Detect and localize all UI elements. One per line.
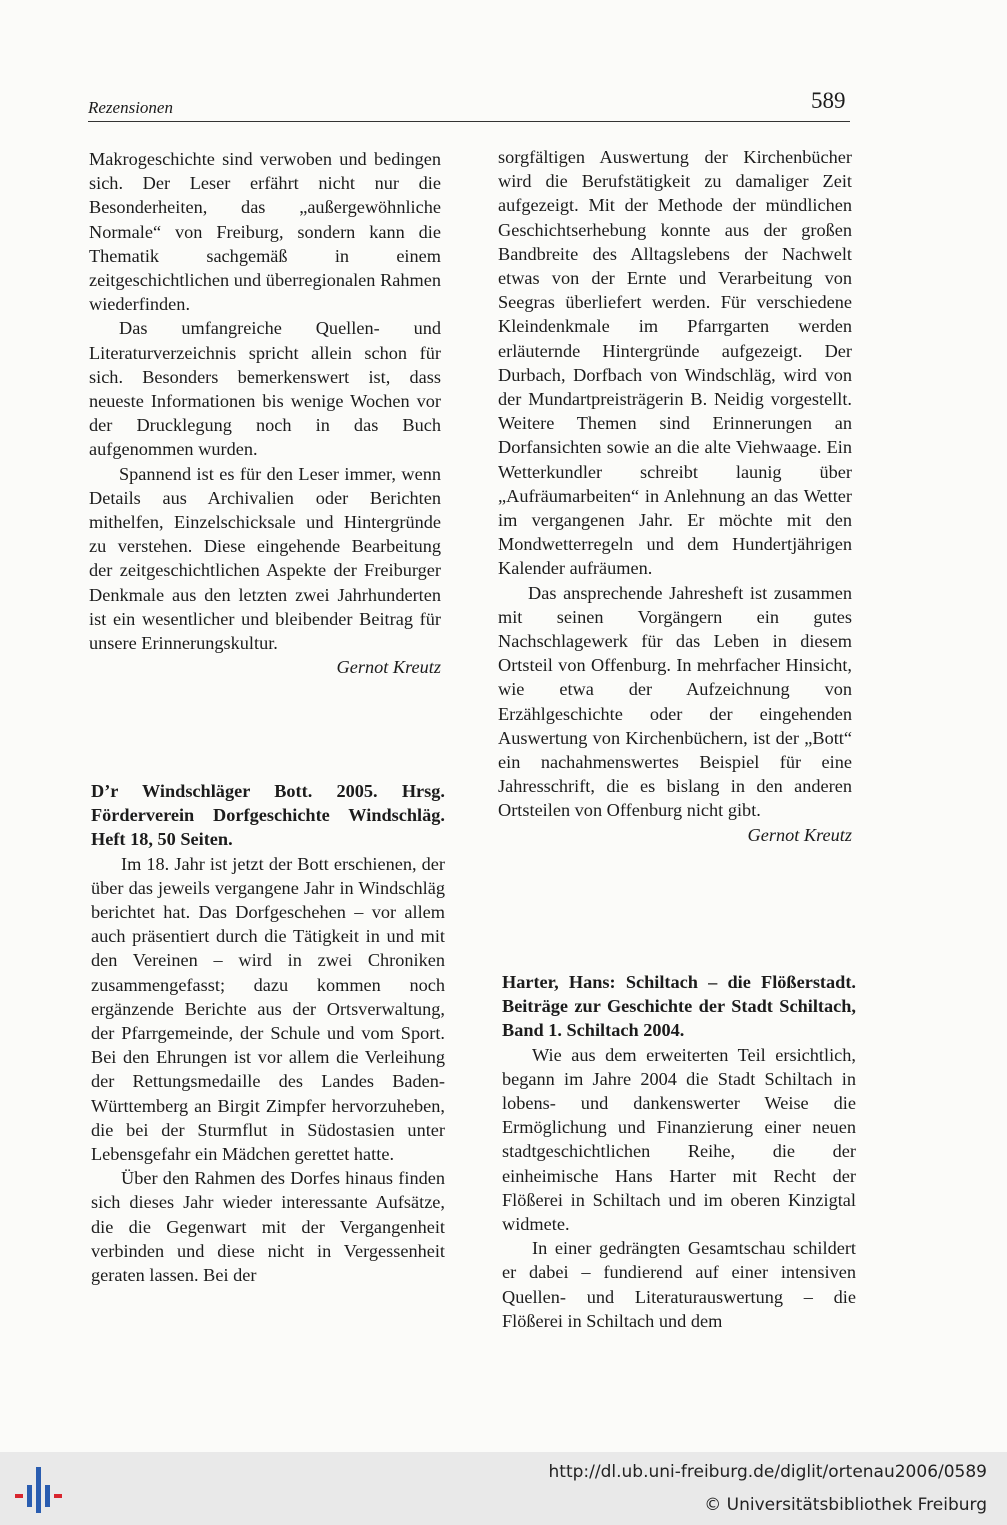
reviewer-signature: Gernot Kreutz — [747, 824, 852, 845]
paragraph: Über den Rahmen des Dorfes hinaus finden sich dieses Jahr wieder interessante Aufsätze, die die Gegenwart mit der Vergangenheit verbinden und diese nicht in Vergessenheit geraten lassen. Bei der — [91, 1168, 445, 1286]
paragraph: sorgfältigen Auswertung der Kirchenbücher wird die Berufstätigkeit zu damaliger Zeit aufgezeigt. Mit der Methode der mündlichen Geschichtserhebung konnte aus der großen Bandbreite des Alltagslebens der Nachwelt etwas von der Ernte und Verarbeitung von Seegras überliefert werden. Für verschiedene Kleindenkmale im Pfarrgarten werden erläuternde Hintergründe aufgezeigt. Der Durbach, Dorfbach von Windschläg, wird von der Mundartpreisträgerin B. Neidig vorgestellt. Weitere Themen sind Erinnerungen an Dorfansichten sowie an die alte Viehwaage. Ein Wetterkundler schreibt launig über „Aufräumarbeiten“ in Anlehnung an das Wetter im vergangenen Jahr. Er möchte mit den Mondwetterregeln und dem Hundertjährigen Kalender aufräumen. — [498, 147, 852, 579]
paragraph: Im 18. Jahr ist jetzt der Bott erschienen, der über das jeweils vergangene Jahr in Windschläg berichtet hat. Das Dorfgeschehen – vor allem auch präsentiert durch die Tätigkeit in und mit den Vereinen – wird in zwei Chroniken zusammengefasst; dazu kommen noch ergänzende Berichte aus der Ortsverwaltung, der Pfarrgemeinde, der Schule und vom Sport. Bei den Ehrungen ist vor allem die Verleihung der Rettungsmedaille des Landes Baden-Württemberg an Birgit Zimpfer hervorzuheben, die bei der Sturmflut in Südostasien unter Lebensgefahr ein Mädchen gerettet hatte. — [91, 853, 445, 1165]
right-column-top — [498, 145, 852, 847]
header-rule — [88, 121, 850, 122]
review-windschlaeg — [91, 779, 445, 1287]
review-title: D’r Windschläger Bott. 2005. Hrsg. Förderverein Dorfgeschichte Windschläg. Heft 18, 50 Seiten. — [91, 781, 445, 850]
paragraph: Das umfangreiche Quellen- und Literaturverzeichnis spricht allein schon für sich. Besonders bemerkenswert ist, dass neueste Informationen bis wenige Wochen vor der Drucklegung noch in das Buch aufgenommen wurden. — [89, 318, 441, 460]
reviewer-signature: Gernot Kreutz — [336, 657, 441, 678]
page-number: 589 — [811, 88, 846, 113]
running-head: Rezensionen — [88, 98, 173, 117]
paragraph: Das ansprechende Jahresheft ist zusammen mit seinen Vorgängern ein gutes Nachschlagewerk für das Leben in diesem Ortsteil von Offenburg. In mehrfacher Hinsicht, wie etwa der Aufzeichnung von Erzählgeschichte oder der eingehenden Auswertung von Kirchenbüchern, ist der „Bott“ ein nachahmenswertes Beispiel für eine Jahresschrift, die es bislang in den anderen Ortsteilen von Offenburg nicht gibt. — [498, 582, 852, 821]
paragraph: Spannend ist es für den Leser immer, wenn Details aus Archivalien oder Berichten mithelfen, Einzelschicksale und Hintergründe zu verstehen. Diese eingehende Bearbeitung der zeitgeschichtlichen Aspekte der Freiburger Denkmale aus den letzten zwei Jahrhunderten ist ein wesentlicher und bleibender Beitrag für unsere Erinnerungskultur. — [89, 463, 441, 654]
paragraph: In einer gedrängten Gesamtschau schildert er dabei – fundierend auf einer intensiven Quellen- und Literaturauswertung – die Flößerei in Schiltach und dem — [502, 1238, 856, 1331]
copyright-notice: © Universitätsbibliothek Freiburg — [704, 1495, 987, 1515]
paragraph: Wie aus dem erweiterten Teil ersichtlich, begann im Jahre 2004 die Stadt Schiltach in lobens- und dankenswerter Weise die Ermöglichung und Finanzierung einer neuen stadtgeschichtlichen Reihe, die der einheimische Hans Harter mit Recht der Flößerei in Schiltach und im oberen Kinzigtal widmete. — [502, 1044, 856, 1235]
review-title: Harter, Hans: Schiltach – die Flößerstadt. Beiträge zur Geschichte der Stadt Schiltach, Band 1. Schiltach 2004. — [502, 972, 856, 1041]
source-url-link[interactable]: http://dl.ub.uni-freiburg.de/diglit/ortenau2006/0589 — [548, 1462, 987, 1482]
review-schiltach — [502, 970, 856, 1333]
paragraph: Makrogeschichte sind verwoben und bedingen sich. Der Leser erfährt nicht nur die Besonderheiten, das „außergewöhnliche Normale“ von Freiburg, sondern kann die Thematik sachgemäß in einem zeitgeschichtlichen und überregionalen Rahmen wiederfinden. — [89, 149, 441, 315]
left-column-top — [89, 147, 441, 679]
library-logo-icon — [12, 1467, 64, 1513]
